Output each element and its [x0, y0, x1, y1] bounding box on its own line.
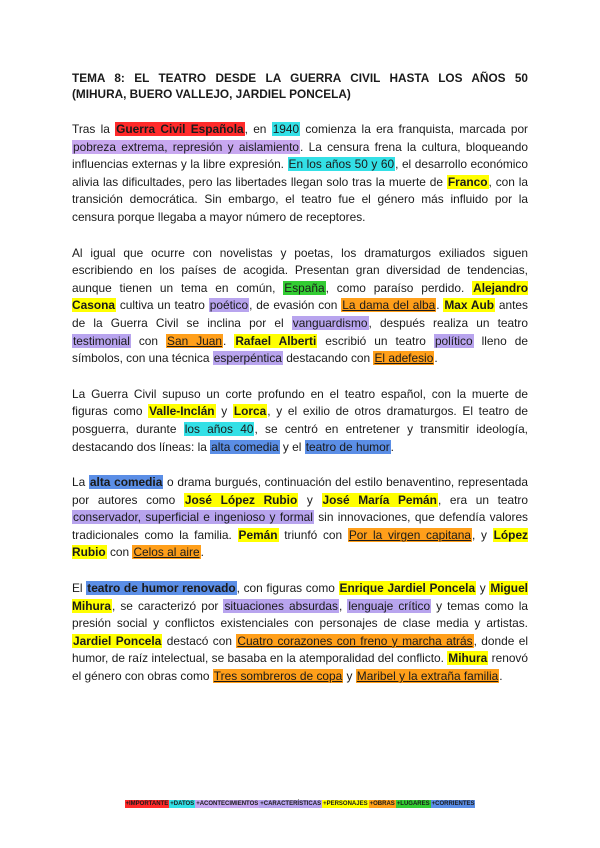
highlight-importante: Guerra Civil Española — [116, 122, 244, 136]
highlight-caracteristicas: vanguardismo — [292, 315, 368, 330]
document-page — [72, 70, 528, 704]
highlight-obras: El adefesio — [374, 351, 434, 366]
highlight-personajes: Enrique Jardiel Poncela — [339, 581, 476, 596]
text-run: y temas como la presión social y conflictos existenciales con personajes de clase media y artistas. — [72, 598, 529, 631]
text-run: , se caracterizó por — [111, 598, 224, 613]
text-run: , con figuras como — [236, 581, 339, 596]
highlight-caracteristicas: situaciones absurdas — [224, 598, 338, 613]
title-line-1: TEMA 8: EL TEATRO DESDE LA GUERRA CIVIL HASTA LOS AÑOS 50 — [72, 71, 528, 85]
paragraph-2 — [72, 245, 528, 368]
highlight-caracteristicas: esperpéntica — [213, 351, 282, 366]
legend-item-personajes: +PERSONAJES — [323, 801, 368, 807]
text-run: . — [223, 333, 235, 348]
highlight-datos: En los años 50 y 60 — [288, 157, 395, 172]
highlight-personajes: López Rubio — [72, 527, 529, 560]
text-run: , después realiza un teatro — [368, 315, 528, 330]
highlight-personajes: Mihura — [448, 651, 488, 666]
paragraph-4 — [72, 474, 528, 562]
text-run: y — [215, 404, 233, 419]
highlight-caracteristicas: conservador, superficial e ingenioso y formal — [73, 510, 313, 525]
text-run: , — [338, 598, 348, 613]
highlight-corrientes: teatro de humor renovado — [87, 581, 236, 596]
legend-item-datos: +DATOS — [170, 801, 195, 807]
highlight-personajes: Pemán — [238, 527, 278, 542]
highlight-corrientes: teatro de humor — [305, 439, 390, 454]
text-run: . — [390, 439, 394, 454]
text-run: . — [200, 545, 204, 560]
legend-item-obras: +OBRAS — [369, 801, 395, 807]
text-run: . La censura frena la cultura, bloqueando influencias externas y la libre expresión. — [72, 139, 528, 172]
text-run: La Guerra Civil supuso un corte profundo en el teatro español, con la muerte de figuras como — [72, 386, 528, 419]
text-run: Tras la — [72, 122, 116, 136]
text-run: sin innovaciones, que defendía valores tradicionales como la familia. — [72, 510, 528, 542]
paragraph-3 — [72, 386, 528, 456]
text-run: antes de la Guerra Civil se inclina por el — [72, 298, 528, 330]
text-run: La — [72, 475, 89, 490]
highlight-caracteristicas: poético — [209, 298, 249, 313]
highlight-personajes: Rafael Alberti — [235, 333, 317, 348]
text-run: destacó con — [162, 633, 237, 648]
text-run: El — [72, 581, 87, 596]
text-run: cultiva un teatro — [115, 298, 209, 313]
highlight-obras: Maribel y la extraña familia — [356, 669, 499, 684]
text-run: y — [343, 669, 356, 684]
text-run: comienza la era franquista, marcada por — [300, 122, 529, 136]
text-run: , como paraíso perdido. — [325, 280, 473, 295]
highlight-lugares: España — [284, 280, 325, 295]
text-run: y el — [279, 439, 305, 454]
highlight-obras: San Juan — [167, 333, 223, 348]
text-run: . — [434, 351, 438, 366]
highlight-obras: Por la virgen capitana — [348, 527, 472, 542]
paragraph-1 — [72, 121, 528, 227]
highlight-personajes: José López Rubio — [184, 492, 298, 507]
legend-item-caracteristicas: +CARACTERÍSTICAS — [260, 801, 322, 807]
color-legend — [0, 800, 600, 809]
highlight-acontecimientos: pobreza extrema, represión y aislamiento — [73, 139, 299, 154]
text-run: . — [499, 669, 503, 684]
text-run: escribió un teatro — [317, 333, 434, 348]
legend-item-acontecimientos: +ACONTECIMIENTOS — [196, 801, 259, 807]
paragraph-5 — [72, 580, 528, 686]
text-run: , el desarrollo económico alivia las dificultades, pero las libertades llegan solo tras la muerte de — [72, 157, 528, 189]
text-run: o drama burgués, continuación del estilo benaventino, representada por autores como — [72, 475, 528, 507]
highlight-personajes: Valle-Inclán — [149, 404, 215, 419]
text-run: , se centró en entretener y transmitir ideología, destacando dos líneas: la — [72, 421, 528, 454]
highlight-obras: Tres sombreros de copa — [213, 669, 343, 684]
highlight-personajes: Miguel Mihura — [72, 581, 528, 613]
highlight-personajes: Jardiel Poncela — [73, 633, 162, 648]
text-run: triunfó con — [278, 527, 348, 542]
highlight-personajes: Alejandro Casona — [72, 280, 528, 313]
highlight-personajes: Franco — [447, 174, 488, 189]
text-run: , era un teatro — [437, 492, 528, 507]
highlight-datos: los años 40 — [184, 421, 254, 436]
text-run: , de evasión con — [249, 298, 342, 313]
text-run: , y el exilio de otros dramaturgos. El teatro de posguerra, durante — [72, 404, 528, 436]
legend-item-lugares: +LUGARES — [396, 801, 430, 807]
text-run: , y — [472, 527, 493, 542]
legend-item-corrientes: +CORRIENTES — [431, 801, 475, 807]
text-run: , en — [244, 122, 272, 136]
text-run: renovó el género con obras como — [72, 651, 528, 684]
highlight-caracteristicas: político — [434, 333, 473, 348]
highlight-personajes: Max Aub — [444, 298, 495, 313]
text-run: . — [436, 298, 444, 313]
highlight-obras: Cuatro corazones con freno y marcha atrás — [237, 633, 473, 648]
text-run: y — [476, 581, 490, 596]
highlight-personajes: José María Pemán — [322, 492, 437, 507]
highlight-personajes: Lorca — [233, 404, 267, 419]
text-run: y — [298, 492, 322, 507]
highlight-caracteristicas: lenguaje crítico — [348, 598, 431, 613]
highlight-caracteristicas: testimonial — [73, 333, 130, 348]
text-run: , donde el humor, de raíz intelectual, se basaba en la atemporalidad del conflicto. — [72, 633, 529, 666]
highlight-corrientes: alta comedia — [211, 439, 279, 454]
highlight-obras: Celos al aire — [133, 545, 200, 560]
highlight-obras: La dama del alba — [342, 298, 436, 313]
title-line-2: (MIHURA, BUERO VALLEJO, JARDIEL PONCELA) — [72, 87, 351, 101]
text-run: con — [106, 545, 133, 560]
legend-item-importante: +IMPORTANTE — [125, 801, 169, 807]
text-run: , con la transición democrática. Sin embargo, el teatro fue el género más influido por la censura porque llegaba a mayor número de receptores. — [72, 174, 528, 224]
text-run: Al igual que ocurre con novelistas y poetas, los dramaturgos exiliados siguen escribiendo en los países de acogida. Presentan gran diversidad de tendencias, aunque tienen un tema en común, — [72, 245, 528, 295]
document-title — [72, 70, 528, 102]
highlight-corrientes: alta comedia — [89, 475, 163, 490]
text-run: con — [130, 333, 167, 348]
text-run: destacando con — [282, 351, 374, 366]
text-run: lleno de símbolos, con una técnica — [72, 333, 529, 366]
highlight-datos: 1940 — [272, 122, 300, 136]
